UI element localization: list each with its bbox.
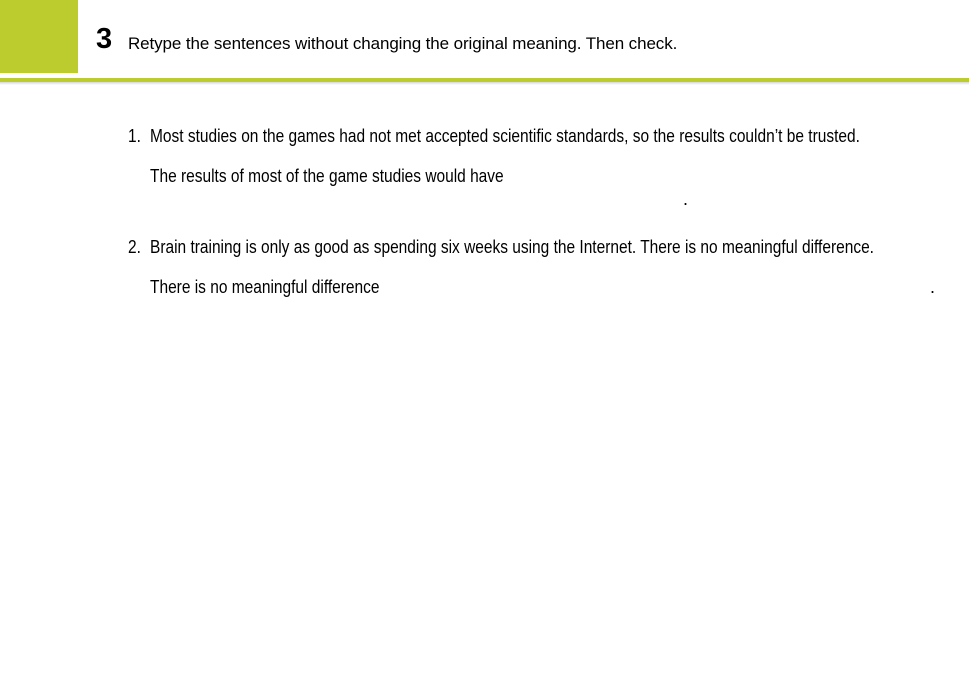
item-number: 2.	[128, 237, 141, 257]
original-sentence: Brain training is only as good as spending six weeks using the Internet. There is no meaningful difference.	[150, 237, 874, 257]
exercise-number: 3	[96, 23, 113, 55]
original-sentence: Most studies on the games had not met accepted scientific standards, so the results couldn’t be trusted.	[150, 126, 860, 146]
prompt-sentence: There is no meaningful difference	[150, 277, 380, 297]
prompt-sentence: The results of most of the game studies would have	[150, 166, 504, 186]
answer-field-2[interactable]	[405, 276, 925, 298]
end-period: .	[683, 189, 689, 209]
answer-field-1[interactable]	[543, 165, 923, 187]
item-number: 1.	[128, 126, 141, 146]
end-period: .	[930, 277, 936, 297]
exercise-instruction: Retype the sentences without changing the original meaning. Then check.	[128, 34, 678, 53]
